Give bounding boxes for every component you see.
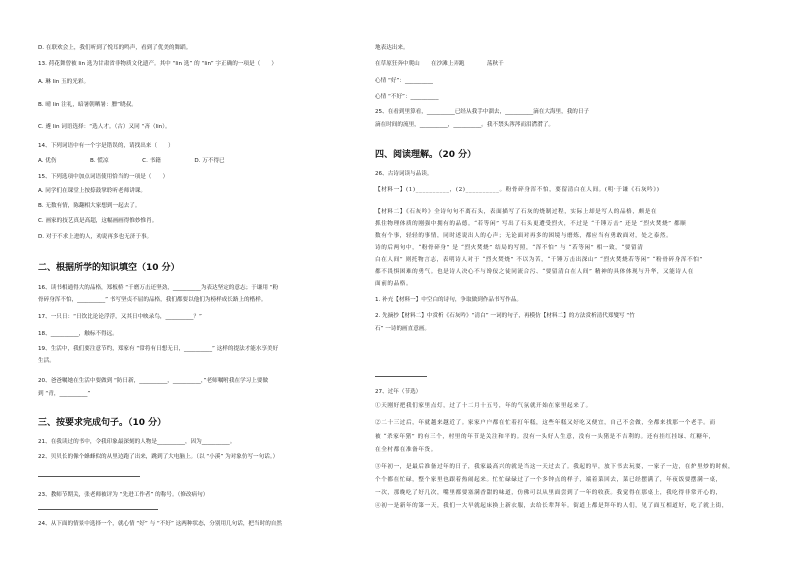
q20-line-2: 到 “青，__________” [38,391,91,397]
q26-task-2-line-2: 石” 一诗的画直意画。 [375,326,431,332]
q22-answer-line [38,476,140,477]
q23: 23、教师节期关，张老师被评为 “先进工作者” 的称号。（修改病句） [38,492,209,498]
q26-answer-line [375,376,427,377]
q19-line-2: 生活。 [38,358,55,364]
q24-line-2: 地表达出来。 [375,45,409,51]
q26-material-1: 【材料一】(1)__________，(2)__________。粉骨碎身浑不怕，要留清白在人间。(明·于谦《石灰吟》) [375,187,660,193]
right-column [375,0,760,562]
q16-line-1: 16、读书相通得大的品格，郑板桥 “千磨万击还坚劲，__________为表达坚定的意志；于谦用 “粉 [38,285,279,291]
q27-para-2-line-1: ②二十三过后，年就越来越近了。家家户户都在忙着打年糕，这些年糕又好吃又便宜，自己不会做，全都来找那一个老手。而 [375,420,716,426]
q26-material-2-line-6: 都不畏惧困难的勇气。也是诗人决心不与谗佞之徒同流合污、“要留清白在人间” 精神的具体体现与升华，又能诗人在 [375,269,694,275]
q26-material-2-line-5: 白在人间” 则托物言志，表明诗人对于 “烈火焚烧” 不以为苦，“千锤万击出深山” “烈火焚烧若等闲” “粉骨碎身浑不怕” [375,257,703,263]
q14-prompt: 14、下列词语中有一个字是错误的，请找出来（ ） [38,143,174,149]
q15-option-c: C. 画家的技艺真是高超，这幅画画得惟妙惟肖。 [38,218,158,224]
q19-line-1: 19、生活中，我们要注意节约，郑家有 “常将有日想无日，__________” 这样的提法才能水享美好 [38,346,279,352]
q15-option-b: B. 无数有情，陈翻相大家想到一起去了。 [38,203,141,209]
q21: 21、在我读过的书中，令我印象最深刻的人物是__________，因为__________。 [38,439,236,445]
q26-prompt: 26、古诗词读与品读。 [375,171,433,177]
q27-para-3-line-2: 个个都在忙碌，整个家里也跟着热闹起来。忙忙碌碌过了一个多钟点的样子，端着菜回去，菜已经摆满了，年夜饭要摆满一桌， [375,477,722,483]
q24-line-1: 24、从下面的情景中选择一个，就心情 “好” 与 “不好” 这两种状态，分别用几句话，把当时的自然 [38,521,282,527]
q26-material-2-line-2: 抓住物理体质的刚强中拥有的品德。“若等闲” 写出了石头更遭受烈火，不过是 “千锤万击” 还是 “烈火焚烧” 都顺 [375,221,687,227]
q22: 22、贝贝长的像个蜂蜂似的从里边跑了出来，跳到了大电脑上。（以 “小溪” 为对象仿写一句话。） [38,454,279,460]
q13-option-c: C. 遴 lin 词语选择：“选人才。（古）又同 “吝（lin）。 [38,124,171,130]
q26-task-2-line-1: 2. 先摘抄【材料二】中赏析《石灰吟》“清白” 一词的句子，再模仿【材料二】的方法赏析清代郑燮写 “竹 [375,313,635,319]
section-4-title: 四、阅读理解。（20 分） [375,150,477,160]
q15-option-d: D. 对于不求上进的人，劝说再多也无济于事。 [38,234,153,240]
q26-material-2-line-7: 面前的品格。 [375,281,413,287]
q27-para-3-line-3: 一次，那晚吃了好几次，嘴里都要塞满香甜的味道，仿佛可以从里面尝到了一年的收获。我觉得在那桌上，我吃得非常开心的， [375,490,722,496]
q13-prompt: 13. 荷花舞曾被 lin 选为甘肃省非物质文化遗产。其中 “lin 选” 的 “lin” 字正确的一项是（ ） [38,61,277,67]
q14-options: A. 优伤 B. 慌凉 C. 书籍 D. 万不得已 [38,158,225,164]
q27-para-2-line-2: 被 “杀家年猪” 的有三个，村里的年节是关注和平的。没有一头好人生意，没有一头猪是不吉利的。还有挂红挂绿、红糖年， [375,434,715,440]
q17: 17、一只日：“日饮比论论浮浮，又其日中映录鸟，__________？” [38,314,202,320]
q13-option-b: B. 晴 lin 注礼，暗暑朝晒暑：膘”晓叔。 [38,102,137,108]
q24-bad-mood: 心情 “不好”：__________ [375,94,439,100]
q27-para-4-line-1: ④初一是新年的第一天，我们一大早就起床换上新衣服，去给长辈拜年。街道上都是拜年的人们，见了面互相道好，吃了就上街， [375,503,729,509]
q20-line-1: 20、爸爸嘱她在生活中要做到 “防日新，__________，__________，”老师嘱咐我在学习上要做 [38,378,269,384]
q12-option-d: D. 在联欢会上，我们听到了悦耳的鸣声，看到了优美的舞蹈。 [38,45,192,51]
q25-line-1: 25、在看到里算看，__________已经从我手中溜去，__________滴在大海里，我的日子 [375,109,590,115]
q24-good-mood: 心情 “好”：__________ [375,78,433,84]
q18: 18、__________，触标不得远。 [38,331,118,337]
q15-option-a: A. 同学们在课堂上按捺鼓掌聆听老师讲课。 [38,188,146,194]
q27-para-3-line-1: ③年初一，是最后准备过年的日子，我家最高兴的就是当这一天过去了。我起的早，放下书去玩耍，一家子一边，在炉里炒的时候， [375,464,735,470]
q25-line-2: 滴在时间的流里，__________，__________。我不禁头涔涔而泪潸潸了。 [375,122,555,128]
q26-material-2-line-1: 【材料二】《石灰吟》全诗句句不离石头，表面描写了石灰的烧制过程，实际上却是写人的品格，颇是在 [375,209,658,215]
q27-para-2-line-3: 在全村都在准备年货。 [375,447,437,453]
q16-line-2: 骨碎身浑不怕，__________” 书写坚贞不屈的品格，我们都要以他们为榜样成长路上的楷样。 [38,297,267,303]
q15-prompt: 15、下列选项中加点词语使用恰当的一项是（ ） [38,174,169,180]
q27-title: 27、过年（节选） [375,389,422,395]
q27-para-1: ①天刚好把我们家里点灯，过了十二月十五号，年的气氛就开始在家里起来了。 [375,403,592,409]
q26-material-2-line-3: 数有个事，轻轻的事情，同时述说出人的心声；无论面对再多的困境与磨炼，都应当有勇敢面对，处之泰然。 [375,233,673,239]
q24-scenes: 在草原狂奔中爬山 在沙滩上弄跑 荡秋千 [375,61,504,67]
left-column [38,0,368,562]
q26-material-2-line-4: 诗的后两句中，“粉骨碎身” 是 “烈火焚烧” 结局的写照，“浑不怕” 与 “若等闲” 相一致，“要留清 [375,245,644,251]
section-2-title: 二、根据所学的知识填空（10 分） [38,263,180,273]
q13-option-a: A. 琳 lin 玉的光彩。 [38,79,90,85]
q23-answer-line [38,509,158,510]
section-3-title: 三、按要求完成句子。（10 分） [38,418,167,428]
q26-task-1: 1. 补充【材料一】中空白的诗句，争取做到作品书写作品。 [375,297,522,303]
